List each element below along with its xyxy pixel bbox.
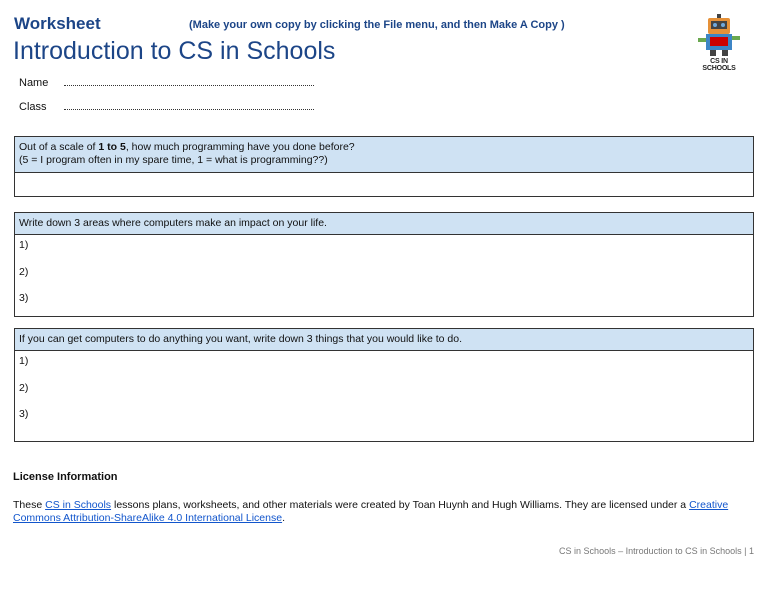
name-blank-line[interactable] bbox=[64, 76, 314, 86]
question-3-prompt: If you can get computers to do anything you want, write down 3 things that you would like to do. bbox=[15, 329, 753, 351]
q1-text-bold: 1 to 5 bbox=[98, 141, 126, 153]
cs-in-schools-link[interactable]: CS in Schools bbox=[45, 499, 112, 511]
worksheet-label: Worksheet bbox=[14, 14, 101, 33]
question-3-box bbox=[14, 328, 754, 442]
class-blank-line[interactable] bbox=[64, 100, 314, 110]
page-title: Introduction to CS in Schools bbox=[13, 37, 336, 65]
answer-line[interactable]: 2) bbox=[19, 265, 29, 278]
creative-commons-link[interactable]: Creative Commons Attribution-ShareAlike 4.0 International License bbox=[13, 499, 729, 524]
license-text-1: These bbox=[13, 499, 46, 511]
class-label: Class bbox=[19, 101, 47, 113]
license-text bbox=[13, 499, 753, 525]
page-footer: CS in Schools – Introduction to CS in Schools | 1 bbox=[559, 546, 754, 556]
logo-text: CS IN SCHOOLS bbox=[702, 58, 736, 72]
license-heading: License Information bbox=[13, 471, 118, 483]
question-3-answer-area[interactable] bbox=[15, 351, 753, 435]
license-text-3: . bbox=[282, 512, 285, 524]
q1-text-line2: (5 = I program often in my spare time, 1 = what is programming??) bbox=[19, 154, 328, 166]
question-2-answer-area[interactable] bbox=[15, 235, 753, 319]
answer-line[interactable]: 1) bbox=[19, 355, 29, 367]
answer-line[interactable]: 1) bbox=[19, 239, 29, 251]
answer-line[interactable]: 2) bbox=[19, 381, 29, 394]
name-field[interactable] bbox=[19, 76, 314, 89]
answer-line[interactable]: 3) bbox=[19, 292, 29, 304]
license-text-2: lessons plans, worksheets, and other materials were created by Toan Huynh and Hugh Williams. They are licensed under a bbox=[111, 499, 690, 511]
name-label: Name bbox=[19, 77, 49, 89]
q1-text-a: Out of a scale of bbox=[19, 141, 99, 153]
q1-text-b: , how much programming have you done before? bbox=[125, 141, 355, 153]
cs-in-schools-logo bbox=[694, 14, 744, 70]
question-1-box bbox=[14, 136, 754, 197]
robot-icon bbox=[694, 14, 744, 58]
copy-instructions: (Make your own copy by clicking the File menu, and then Make A Copy ) bbox=[189, 19, 565, 31]
answer-line[interactable]: 3) bbox=[19, 408, 29, 420]
question-1-prompt bbox=[15, 137, 753, 173]
question-2-prompt: Write down 3 areas where computers make an impact on your life. bbox=[15, 213, 753, 235]
class-field[interactable] bbox=[19, 100, 314, 113]
question-2-box bbox=[14, 212, 754, 317]
question-1-answer-area[interactable] bbox=[15, 173, 753, 197]
